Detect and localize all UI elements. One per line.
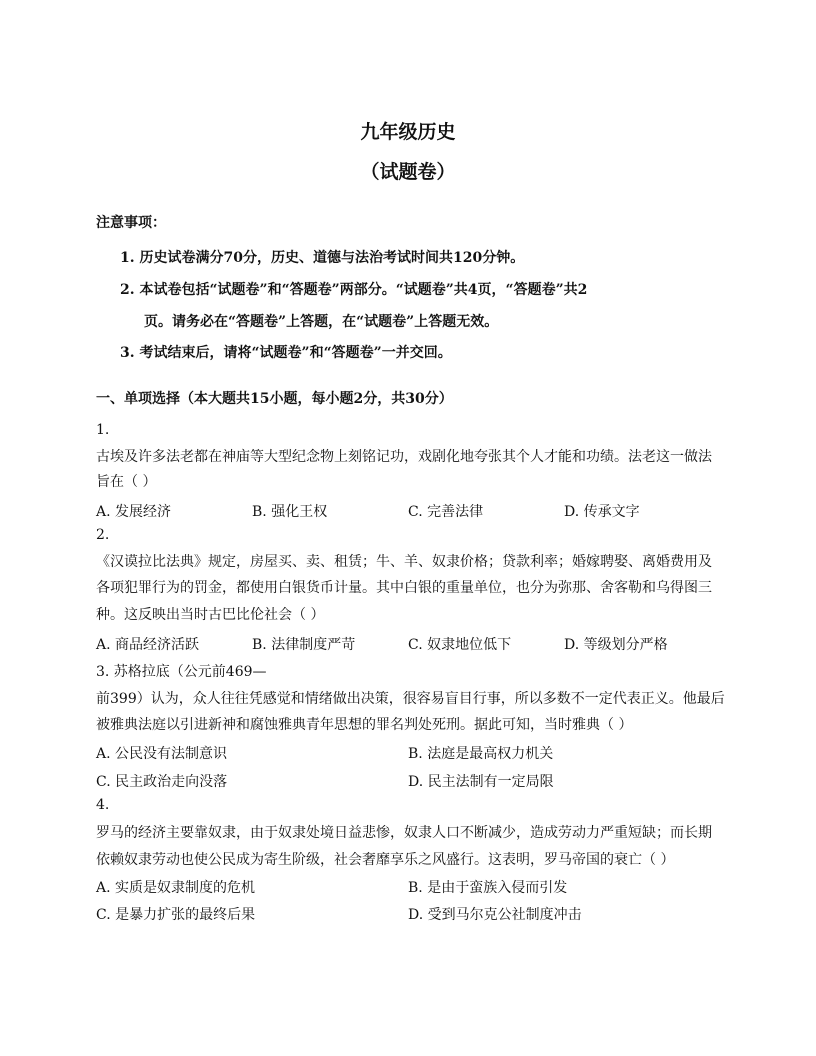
option-a: A. 商品经济活跃 [96,637,200,653]
option-a: A. 实质是奴隶制度的危机 [96,880,256,896]
option-a: A. 发展经济 [96,504,172,520]
option-d: D. 民主法制有一定局限 [408,774,554,790]
question-text: 被雅典法庭以引进新神和腐蚀雅典青年思想的罪名判处死刑。据此可知，当时雅典（ ） [96,717,633,733]
option-b: B. 法庭是最高权力机关 [408,746,554,762]
question-number: 2. [96,527,110,543]
notice-heading: 注意事项： [96,215,166,231]
question-number: 4. [96,797,110,813]
option-d: D. 受到马尔克公社制度冲击 [408,907,582,923]
question-text: 种。这反映出当时古巴比伦社会（ ） [96,607,325,623]
option-d: D. 等级划分严格 [564,637,668,653]
notice-item-2-continued: 页。请务必在“答题卷”上答题，在“试题卷”上答题无效。 [144,314,499,330]
option-a: A. 公民没有法制意识 [96,746,228,762]
option-c: C. 是暴力扩张的最终后果 [96,907,256,923]
option-d: D. 传承文字 [564,504,640,520]
question-text: 各项犯罪行为的罚金，都使用白银货币计量。其中白银的重量单位，也分为弥那、舍客勒和乌得图三 [96,580,712,596]
notice-item-3: 3. 考试结束后，请将“试题卷”和“答题卷”一并交回。 [120,345,452,361]
question-text: 《汉谟拉比法典》规定，房屋买、卖、租赁；牛、羊、奴隶价格；贷款利率；婚嫁聘娶、离婚费用及 [96,554,712,570]
question-text: 古埃及许多法老都在神庙等大型纪念物上刻铭记功，戏剧化地夸张其个人才能和功绩。法老这一做法 [96,449,712,465]
option-b: B. 强化王权 [252,504,328,520]
exam-subtitle: （试题卷） [360,161,456,183]
question-text: 依赖奴隶劳动也使公民成为寄生阶级，社会奢靡享乐之风盛行。这表明，罗马帝国的衰亡（ ） [96,852,675,868]
option-b: B. 法律制度严苛 [252,637,356,653]
option-c: C. 完善法律 [408,504,484,520]
option-c: C. 民主政治走向没落 [96,774,228,790]
question-text: 旨在（ ） [96,474,157,490]
exam-title: 九年级历史 [360,121,456,143]
section-heading: 一、单项选择（本大题共15小题，每小题2分，共30分） [96,391,453,407]
notice-item-2: 2. 本试卷包括“试题卷”和“答题卷”两部分。“试题卷”共4页，“答题卷”共2 [120,282,588,298]
question-text: 罗马的经济主要靠奴隶，由于奴隶处境日益悲惨，奴隶人口不断减少，造成劳动力严重短缺；而长期 [96,825,712,841]
notice-item-1: 1. 历史试卷满分70分，历史、道德与法治考试时间共120分钟。 [120,250,525,266]
question-number: 3. 苏格拉底（公元前469— [96,664,267,680]
option-c: C. 奴隶地位低下 [408,637,512,653]
question-text: 前399）认为，众人往往凭感觉和情绪做出决策，很容易盲目行事，所以多数不一定代表正义。他最后 [96,691,725,707]
option-b: B. 是由于蛮族入侵而引发 [408,880,568,896]
question-number: 1. [96,422,110,438]
